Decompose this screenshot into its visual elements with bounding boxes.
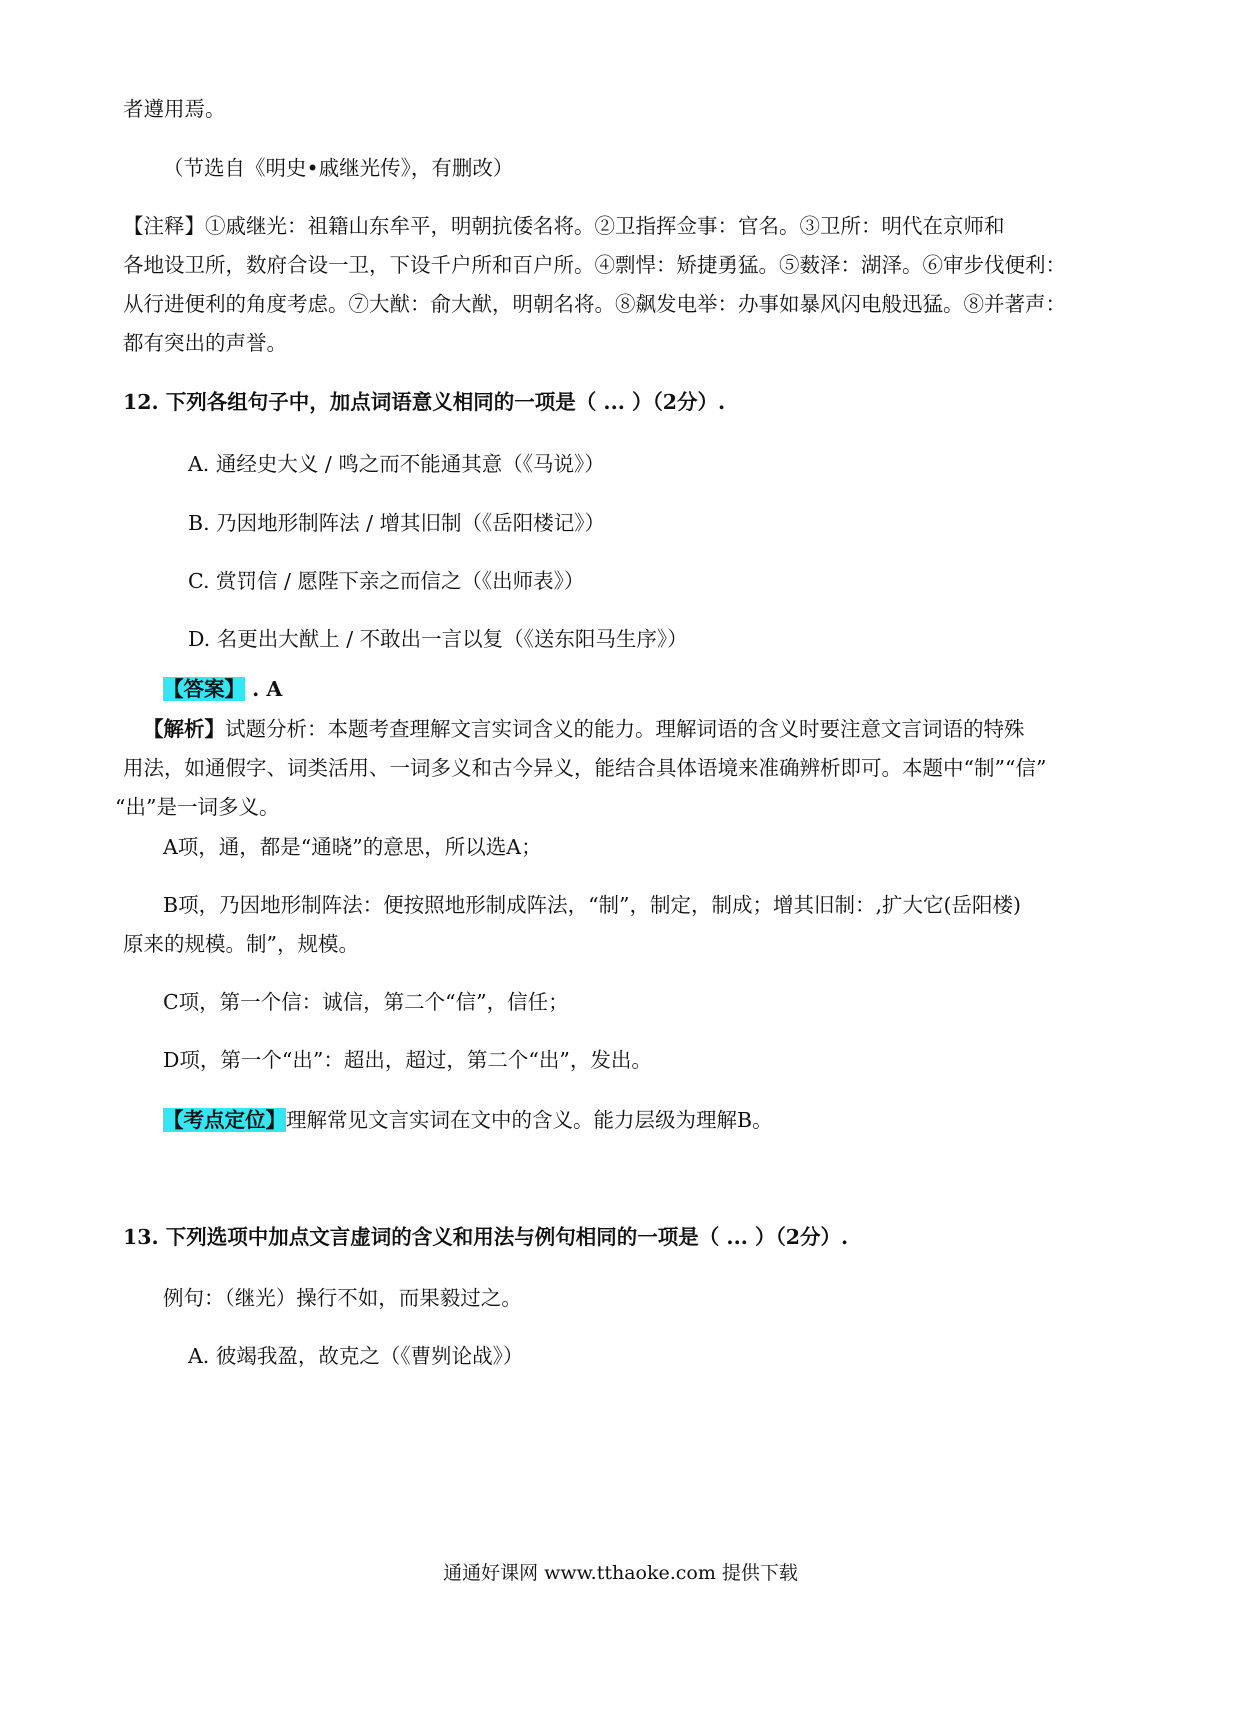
explanation-a: A项，通，都是“通晓”的意思，所以选A； [163, 835, 542, 859]
answer-value: . A [245, 677, 283, 701]
annotation-line-4: 都有突出的声誉。 [123, 331, 287, 355]
key-point-text: 理解常见文言实词在文中的含义。能力层级为理解B。 [286, 1108, 773, 1132]
question-13: 13. 下列选项中加点文言虚词的含义和用法与例句相同的一项是（ ... ）（2分）. [123, 1225, 849, 1249]
q12-option-a: A. 通经史大义 / 鸣之而不能通其意（《马说》） [188, 452, 605, 476]
explanation-line-1: 【解析】试题分析：本题考查理解文言实词含义的能力。理解词语的含义时要注意文言词语的特殊 [143, 717, 1025, 741]
explanation-b-line-1: B项，乃因地形制阵法：便按照地形制成阵法，“制”，制定，制成；增其旧制：,扩大它(岳阳楼) [163, 893, 1022, 917]
explanation-line-2: 用法，如通假字、词类活用、一词多义和古今异义，能结合具体语境来准确辨析即可。本题中“制”“信” [123, 756, 1047, 780]
explanation-d: D项，第一个“出”：超出，超过，第二个“出”，发出。 [163, 1048, 652, 1072]
explanation-c: C项，第一个信：诚信，第二个“信”，信任； [163, 990, 569, 1014]
annotation-line-3: 从行进便利的角度考虑。⑦大猷：俞大猷，明朝名将。⑧飙发电举：办事如暴风闪电般迅猛。⑧并著声： [123, 292, 1066, 316]
source-note: （节选自《明史•戚继光传》，有删改） [163, 156, 514, 180]
q12-option-b: B. 乃因地形制阵法 / 增其旧制（《岳阳楼记》） [188, 511, 606, 535]
q13-example: 例句：（继光）操行不如，而果毅过之。 [163, 1286, 522, 1310]
q12-option-c: C. 赏罚信 / 愿陛下亲之而信之（《出师表》） [188, 569, 585, 593]
annotation-line-1: 【注释】①戚继光：祖籍山东牟平，明朝抗倭名将。②卫指挥佥事：官名。③卫所：明代在京师和 [123, 214, 1005, 238]
key-point-label: 【考点定位】 [163, 1108, 286, 1132]
q13-option-a: A. 彼竭我盈，故克之（《曹刿论战》） [188, 1344, 524, 1368]
question-12: 12. 下列各组句子中，加点词语意义相同的一项是（ ... ）（2分）. [123, 390, 726, 414]
q12-option-d: D. 名更出大猷上 / 不敢出一言以复（《送东阳马生序》） [188, 627, 688, 651]
explanation-b-line-2: 原来的规模。制”，规模。 [123, 932, 359, 956]
answer-line [163, 674, 282, 704]
page-footer: 通通好课网 www.tthaoke.com 提供下载 [443, 1562, 798, 1584]
key-point-line [163, 1105, 773, 1135]
answer-label: 【答案】 [163, 677, 245, 701]
annotation-line-2: 各地设卫所，数府合设一卫，下设千户所和百户所。④剽悍：矫捷勇猛。⑤薮泽：湖泽。⑥审步伐便利： [123, 253, 1066, 277]
explanation-label: 【解析】 [143, 717, 225, 741]
passage-end: 者遵用焉。 [123, 97, 226, 121]
explanation-line-3: “出”是一词多义。 [115, 795, 280, 819]
